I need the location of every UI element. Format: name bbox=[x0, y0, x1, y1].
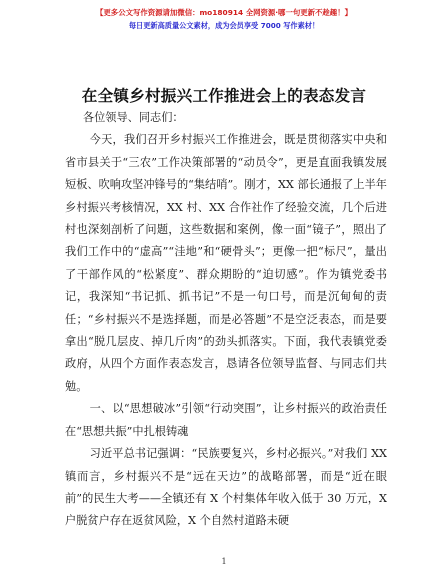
header-banner bbox=[0, 6, 448, 32]
page-number: 1 bbox=[221, 557, 227, 566]
body-paragraph: 今天，我们召开乡村振兴工作推进会，既是贯彻落实中央和省市县关于“三农”工作决策部署的“动员令”，更是直面我镇发展短板、吹响攻坚冲锋号的“集结哨”。刚才，XX 部长通报了上半年乡村振兴考核情况，XX 村、XX 合作社作了经验交流，几个后进村也深刻剖析了问题，这些数据和案例，像一面“镜子”，照出了我们工作中的“虚高”“洼地”和“硬骨头”；更像一把“标尺”，量出了干部作风的“松紧度”、群众期盼的“迫切感”。作为镇党委书记，我深知“书记抓、抓书记”不是一句口号，而是沉甸甸的责任；“乡村振兴不是选择题，而是必答题”不是空泛表态，而是要拿出“脱几层皮、掉几斤肉”的劲头抓落实。下面，我代表镇党委政府，从四个方面作表态发言，恳请各位领导监督、与同志们共勉。 bbox=[65, 133, 387, 393]
banner-line-2: 每日更新高质量公文素材，成为会员享受 7000 写作素材！ bbox=[128, 21, 320, 30]
document-title: 在全镇乡村振兴工作推进会上的表态发言 bbox=[81, 87, 367, 105]
document-body bbox=[65, 107, 387, 533]
banner-line-1: 【更多公文写作资源请加微信：mo180914 全网资源·哪一句更新不趁趣！】 bbox=[96, 8, 352, 17]
section-heading: 一、以“思想破冰”引领“行动突围”，让乡村振兴的政治责任在“思想共振”中扎根铸魂 bbox=[65, 402, 387, 438]
body-paragraph: 习近平总书记强调：“民族要复兴，乡村必振兴。”对我们 XX 镇而言，乡村振兴不是“远在天边”的战略部署，而是“近在眼前”的民生大考——全镇还有 X 个村集体年收入低于 30 万元，X 户脱贫户存在返贫风险，X 个自然村道路未硬 bbox=[65, 447, 387, 528]
salutation: 各位领导、同志们： bbox=[82, 111, 184, 124]
